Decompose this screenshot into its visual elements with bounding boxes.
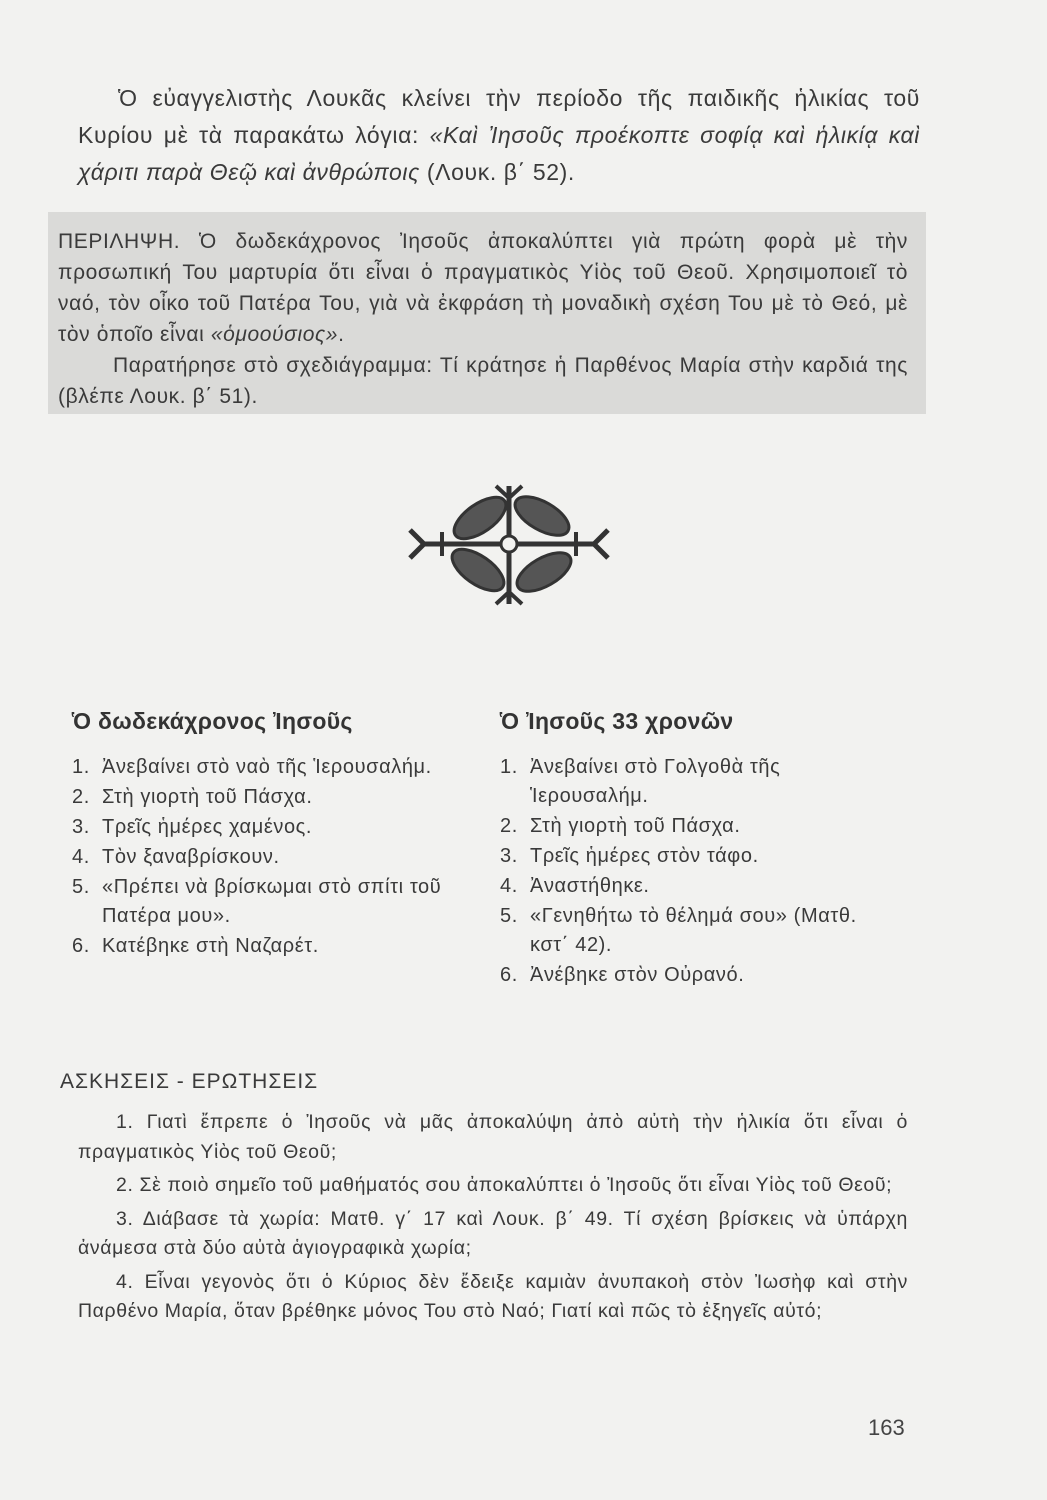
item-number: 4. — [500, 875, 518, 897]
list-item — [500, 872, 900, 901]
item-number: 2. — [500, 815, 518, 837]
summary-quote: «ὁμοούσιος» — [210, 323, 339, 346]
list-item — [500, 812, 900, 841]
item-text: Τρεῖς ἡμέρες στὸν τάφο. — [530, 845, 759, 867]
list-item — [72, 753, 472, 782]
item-number: 6. — [72, 935, 90, 957]
summary-box — [48, 212, 926, 414]
item-text: Ἀνεβαίνει στὸ Γολγοθὰ τῆς Ἱερουσαλήμ. — [530, 756, 781, 807]
item-number: 3. — [500, 845, 518, 867]
right-list — [500, 753, 900, 990]
item-text: «Γενηθήτω τὸ θέλημά σου» (Ματθ. κστ΄ 42). — [530, 905, 857, 956]
list-item — [72, 932, 472, 961]
item-number: 4. — [72, 846, 90, 868]
item-text: Ἀνεβαίνει στὸ ναὸ τῆς Ἱερουσαλήμ. — [102, 756, 432, 778]
intro-paragraph — [78, 80, 920, 191]
item-number: 5. — [72, 876, 90, 898]
cross-flower-ornament-icon — [402, 478, 616, 612]
right-column-title: Ὁ Ἰησοῦς 33 χρονῶν — [500, 708, 734, 734]
item-text: Κατέβηκε στὴ Ναζαρέτ. — [102, 935, 319, 957]
item-number: 2. — [72, 786, 90, 808]
list-item — [72, 813, 472, 842]
exercise-item: 2. Σὲ ποιὸ σημεῖο τοῦ μαθήματός σου ἀποκαλύπτει ὁ Ἰησοῦς ὅτι εἶναι Υἱὸς τοῦ Θεοῦ; — [116, 1174, 893, 1196]
intro-text: Ὁ εὐαγγελιστὴς Λουκᾶς κλείνει τὴν περίοδο τῆς παιδικῆς ἡλικίας τοῦ Κυρίου μὲ τὰ παρακάτω λόγια: — [78, 85, 920, 148]
list-item — [500, 842, 900, 871]
item-number: 5. — [500, 905, 518, 927]
summary-note: Παρατήρησε στὸ σχεδιάγραμμα: Τί κράτησε ἡ Παρθένος Μαρία στὴν καρδιά της (βλέπε Λουκ. β΄ 51). — [58, 354, 908, 408]
exercises-heading: ΑΣΚΗΣΕΙΣ - ΕΡΩΤΗΣΕΙΣ — [60, 1070, 319, 1093]
exercise-item: 4. Εἶναι γεγονὸς ὅτι ὁ Κύριος δὲν ἔδειξε καμιὰν ἀνυπακοὴ στὸν Ἰωσὴφ καὶ στὴν Παρθένο Μαρία, ὅταν βρέθηκε μόνος Του στὸ Ναό; Γιατί καὶ πῶς τὸ ἐξηγεῖς αὐτό; — [78, 1270, 908, 1322]
exercise-item: 1. Γιατὶ ἔπρεπε ὁ Ἰησοῦς νὰ μᾶς ἀποκαλύψη ἀπὸ αὐτὴ τὴν ἡλικία ὅτι εἶναι ὁ πραγματικὸς Υἱὸς τοῦ Θεοῦ; — [78, 1111, 908, 1163]
list-item — [500, 961, 900, 990]
column-twelve-year-old-jesus — [72, 708, 472, 962]
item-text: Στὴ γιορτὴ τοῦ Πάσχα. — [102, 786, 313, 808]
item-number: 6. — [500, 964, 518, 986]
intro-reference: (Λουκ. β΄ 52). — [419, 159, 575, 185]
item-text: Τὸν ξαναβρίσκουν. — [102, 846, 280, 868]
item-text: Τρεῖς ἡμέρες χαμένος. — [102, 816, 313, 838]
left-column-title: Ὁ δωδεκάχρονος Ἰησοῦς — [72, 708, 353, 734]
intro-quote: «Καὶ Ἰησοῦς προέκοπτε σοφίᾳ καὶ ἡλικίᾳ καὶ χάριτι παρὰ Θεῷ καὶ ἀνθρώποις — [78, 122, 920, 185]
item-number: 1. — [72, 756, 90, 778]
item-number: 1. — [500, 756, 518, 778]
exercises-list — [78, 1108, 908, 1331]
list-item — [72, 783, 472, 812]
summary-end: . — [338, 323, 345, 346]
list-item — [72, 873, 472, 931]
summary-paragraph — [58, 226, 908, 350]
item-text: «Πρέπει νὰ βρίσκωμαι στὸ σπίτι τοῦ Πατέρα μου». — [102, 876, 442, 927]
left-list — [72, 753, 472, 961]
summary-text: Ὁ δωδεκάχρονος Ἰησοῦς ἀποκαλύπτει γιὰ πρώτη φορὰ μὲ τὴν προσωπική Του μαρτυρία ὅτι εἶναι ὁ πραγματικὸς Υἱὸς τοῦ Θεοῦ. Χρησιμοποιεῖ τὸ ναό, τὸν οἶκο τοῦ Πατέρα Του, γιὰ νὰ ἐκφράση τὴ μοναδικὴ σχέση Του μὲ τὸ Θεό, μὲ τὸν ὁποῖο εἶναι — [58, 230, 908, 346]
item-number: 3. — [72, 816, 90, 838]
column-jesus-33-years — [500, 708, 900, 991]
summary-label: ΠΕΡΙΛΗΨΗ. — [58, 230, 181, 253]
page-number: 163 — [868, 1415, 905, 1440]
list-item — [500, 753, 900, 811]
list-item — [72, 843, 472, 872]
item-text: Ἀναστήθηκε. — [530, 875, 650, 897]
item-text: Στὴ γιορτὴ τοῦ Πάσχα. — [530, 815, 741, 837]
item-text: Ἀνέβηκε στὸν Οὐρανό. — [530, 964, 745, 986]
exercise-item: 3. Διάβασε τὰ χωρία: Ματθ. γ΄ 17 καὶ Λουκ. β΄ 49. Τί σχέση βρίσκεις νὰ ὑπάρχη ἀνάμεσα στὰ δύο αὐτὰ ἁγιογραφικὰ χωρία; — [78, 1207, 908, 1259]
list-item — [500, 902, 900, 960]
